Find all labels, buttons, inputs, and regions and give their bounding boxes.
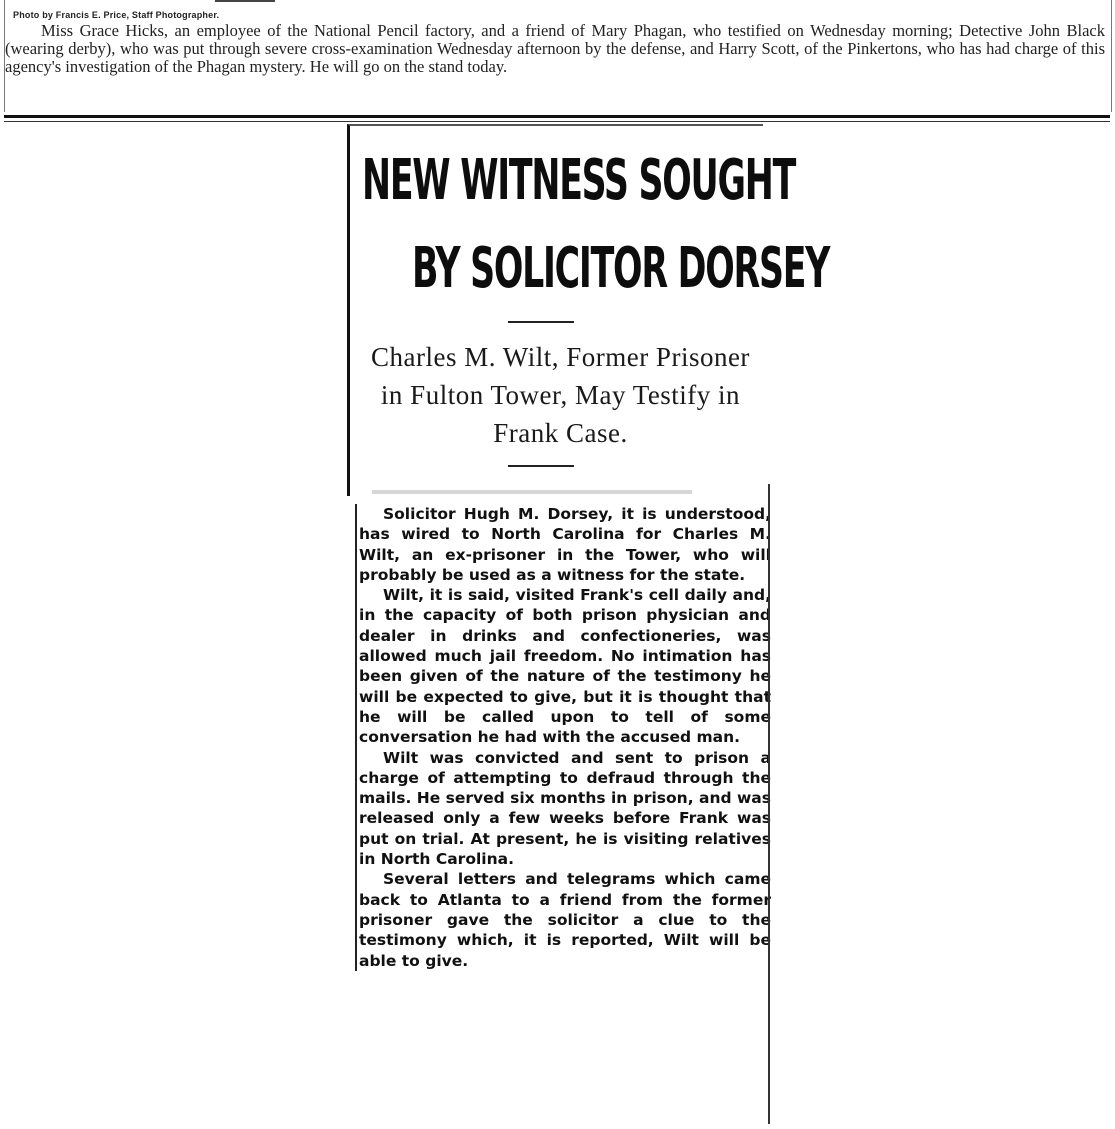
subheadline: Charles M. Wilt, Former Prisoner in Fulton Tower, May Testify in Frank Case. xyxy=(371,342,750,448)
photo-credit: Photo by Francis E. Price, Staff Photographer. xyxy=(13,10,220,20)
subhead-rule xyxy=(508,465,574,467)
headline-rule xyxy=(508,321,574,323)
headline-block xyxy=(347,124,830,496)
headline-line-1: NEW WITNESS SOUGHT xyxy=(362,148,796,213)
article-paragraph: Wilt was convicted and sent to prison a charge of attempting to defraud through the mails. He served six months in prison, and was released only a few weeks before Frank was put on trial. At present, he is visiting relatives in North Carolina. xyxy=(359,748,771,869)
print-smudge xyxy=(372,490,692,494)
headline-line-2: BY SOLICITOR DORSEY xyxy=(412,236,830,301)
photo-caption xyxy=(4,0,1112,112)
article-paragraph: Solicitor Hugh M. Dorsey, it is understood, has wired to North Carolina for Charles M. Wilt, an ex-prisoner in the Tower, who will probably be used as a witness for the state. xyxy=(359,505,771,584)
caption-text: Miss Grace Hicks, an employee of the National Pencil factory, and a friend of Mary Phagan, who testified on Wednesday morning; Detective John Black (wearing derby), who was put through severe cross-examination Wednesday afternoon by the defense, and Harry Scott, of the Pinkertons, who has had charge of this agency's investigation of the Phagan mystery. He will go on the stand today. xyxy=(5,21,1105,76)
credit-rule xyxy=(215,0,275,2)
article-body xyxy=(355,504,771,971)
article-paragraph: Wilt, it is said, visited Frank's cell daily and, in the capacity of both prison physician and dealer in drinks and confectioneries, was allowed much jail freedom. No intimation has been given of the nature of the testimony he will be expected to give, but it is thought that he will be called upon to tell of some conversation he had with the accused man. xyxy=(359,586,771,747)
section-divider-thin xyxy=(4,121,1110,122)
column-rule xyxy=(768,484,770,1124)
article-paragraph: Several letters and telegrams which came back to Atlanta to a friend from the former prisoner gave the solicitor a clue to the testimony which, it is reported, Wilt will be able to give. xyxy=(359,870,771,970)
section-divider xyxy=(4,115,1110,118)
